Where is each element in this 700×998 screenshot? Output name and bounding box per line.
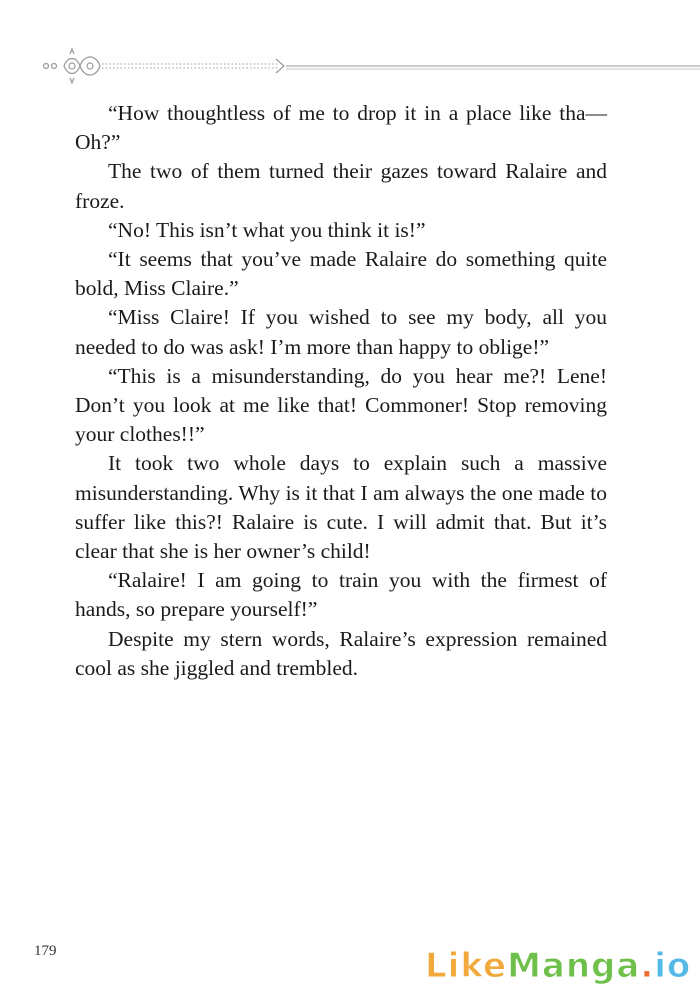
body-text <box>75 99 607 683</box>
paragraph: “This is a misunderstanding, do you hear me?! Lene! Don’t you look at me like that! Commoner! Stop removing your clothes!!” <box>75 363 607 447</box>
paragraph: The two of them turned their gazes toward Ralaire and froze. <box>75 159 607 213</box>
page-number: 179 <box>34 943 57 959</box>
watermark-part: Like <box>425 946 508 986</box>
paragraph: “Miss Claire! If you wished to see my body, all you needed to do was ask! I’m more than happy to oblige!” <box>75 305 607 359</box>
watermark-part: . <box>640 946 655 986</box>
paragraph: “How thoughtless of me to drop it in a place like tha—Oh?” <box>75 101 607 155</box>
watermark-part: Manga <box>507 946 641 986</box>
paragraph: “Ralaire! I am going to train you with the firmest of hands, so prepare yourself!” <box>75 568 607 622</box>
paragraph: Despite my stern words, Ralaire’s expression remained cool as she jiggled and trembled. <box>75 626 607 680</box>
watermark-logo <box>425 946 691 986</box>
paragraph: It took two whole days to explain such a massive misunderstanding. Why is it that I am always the one made to suffer like this?! Ralaire is cute. I will admit that. But it’s clear that she is her owner’s child! <box>75 451 607 564</box>
watermark-part: io <box>654 946 692 986</box>
header-ornament <box>40 48 700 84</box>
paragraph: “It seems that you’ve made Ralaire do something quite bold, Miss Claire.” <box>75 247 607 301</box>
paragraph: “No! This isn’t what you think it is!” <box>108 217 426 242</box>
